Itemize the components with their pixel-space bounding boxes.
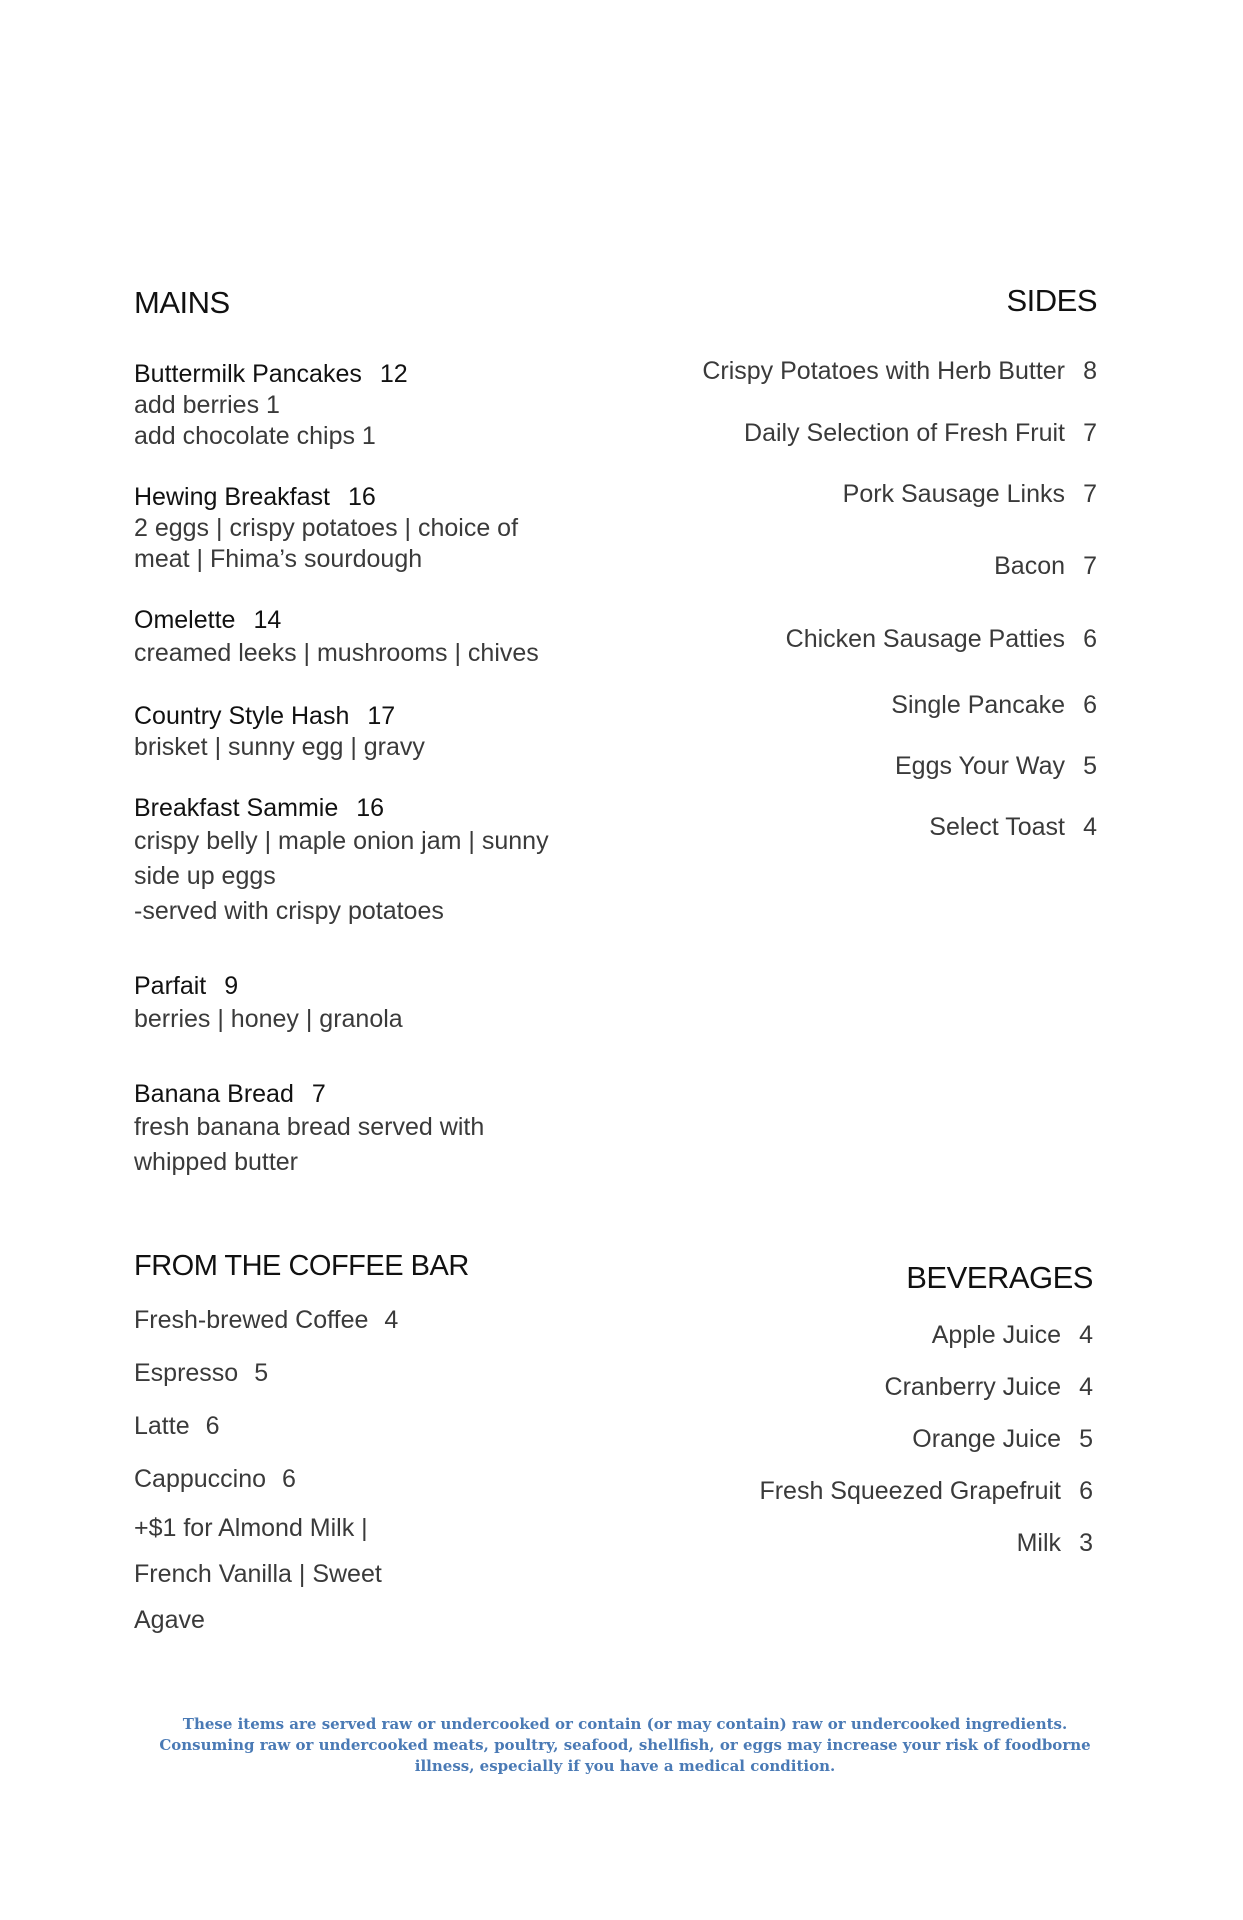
item-price: 8	[1083, 357, 1097, 385]
side-item	[617, 691, 1097, 720]
beverage-item	[613, 1320, 1093, 1351]
coffee-item	[134, 1305, 594, 1336]
item-name: Breakfast Sammie	[134, 794, 339, 822]
coffee-addon-note: +$1 for Almond Milk | French Vanilla | Sweet Agave	[134, 1514, 382, 1634]
item-price: 3	[1079, 1529, 1093, 1557]
item-name: Parfait	[134, 972, 207, 1000]
item-description: side up eggs	[134, 862, 276, 890]
mains-heading: MAINS	[134, 285, 230, 320]
item-name: Crispy Potatoes with Herb Butter	[702, 357, 1065, 385]
item-price: 6	[282, 1465, 296, 1493]
beverage-item	[613, 1528, 1093, 1559]
item-name: Fresh-brewed Coffee	[134, 1306, 369, 1334]
item-description: meat | Fhima’s sourdough	[134, 545, 423, 573]
item-price: 5	[1079, 1425, 1093, 1453]
menu-item	[134, 359, 594, 452]
coffee-item	[134, 1358, 594, 1389]
item-price: 6	[1083, 625, 1097, 653]
item-name: Espresso	[134, 1359, 239, 1387]
item-name: Orange Juice	[912, 1425, 1061, 1453]
item-description: -served with crispy potatoes	[134, 897, 444, 925]
item-price: 5	[254, 1359, 269, 1387]
item-description: brisket | sunny egg | gravy	[134, 733, 425, 761]
side-item	[617, 752, 1097, 781]
item-price: 16	[347, 483, 376, 511]
item-price: 7	[311, 1080, 326, 1108]
item-name: Milk	[1016, 1529, 1061, 1557]
item-price: 14	[253, 606, 282, 634]
item-description: creamed leeks | mushrooms | chives	[134, 639, 539, 667]
item-price: 4	[1079, 1321, 1093, 1349]
item-name: Eggs Your Way	[894, 752, 1065, 780]
item-description: 2 eggs | crispy potatoes | choice of	[134, 514, 519, 542]
item-description: add chocolate chips 1	[134, 422, 376, 450]
item-description: whipped butter	[134, 1148, 299, 1176]
item-price: 6	[205, 1412, 220, 1440]
item-description: berries | honey | granola	[134, 1005, 403, 1033]
coffee-bar-heading: FROM THE COFFEE BAR	[134, 1250, 469, 1282]
item-price: 4	[1079, 1373, 1093, 1401]
side-item	[617, 419, 1097, 448]
menu-item	[134, 793, 594, 929]
item-name: Hewing Breakfast	[134, 483, 330, 511]
item-name: Fresh Squeezed Grapefruit	[759, 1477, 1061, 1505]
coffee-item	[134, 1464, 594, 1495]
beverages-section	[613, 1260, 1093, 1580]
beverage-item	[613, 1372, 1093, 1403]
item-name: Omelette	[134, 606, 236, 634]
item-name: Single Pancake	[891, 691, 1065, 719]
beverages-heading: BEVERAGES	[906, 1260, 1093, 1295]
item-description: fresh banana bread served with	[134, 1113, 485, 1141]
food-safety-disclaimer: These items are served raw or undercooked or contain (or may contain) raw or undercooked ingredients. Consuming raw or undercooked meats, poultry, seafood, shellfish, or eggs may increase your risk of foodborne illness, especially if you have a medical condition.	[159, 1715, 1091, 1775]
item-price: 7	[1083, 419, 1097, 447]
item-price: 4	[1083, 813, 1097, 841]
item-name: Country Style Hash	[134, 702, 350, 730]
menu-item	[134, 1079, 594, 1180]
item-name: Apple Juice	[931, 1321, 1061, 1349]
side-item	[617, 625, 1097, 654]
item-price: 17	[367, 702, 396, 730]
item-price: 5	[1083, 752, 1097, 780]
item-name: Select Toast	[929, 813, 1065, 841]
item-description: add berries 1	[134, 391, 280, 419]
mains-section	[134, 285, 594, 1210]
side-item	[617, 552, 1097, 581]
item-price: 6	[1083, 691, 1097, 719]
side-item	[617, 813, 1097, 842]
item-price: 16	[356, 794, 385, 822]
item-price: 6	[1079, 1477, 1093, 1505]
side-item	[617, 357, 1097, 386]
coffee-bar-section	[134, 1250, 594, 1643]
item-name: Pork Sausage Links	[842, 480, 1065, 508]
item-price: 9	[224, 972, 239, 1000]
item-name: Daily Selection of Fresh Fruit	[744, 419, 1065, 447]
side-item	[617, 480, 1097, 509]
beverage-item	[613, 1424, 1093, 1455]
item-name: Bacon	[994, 552, 1065, 580]
menu-item	[134, 482, 594, 575]
item-price: 7	[1083, 552, 1097, 580]
item-name: Chicken Sausage Patties	[785, 625, 1065, 653]
item-name: Buttermilk Pancakes	[134, 360, 362, 388]
item-description: crispy belly | maple onion jam | sunny	[134, 827, 549, 855]
item-price: 12	[379, 360, 408, 388]
item-price: 7	[1083, 480, 1097, 508]
item-name: Banana Bread	[134, 1080, 294, 1108]
sides-heading: SIDES	[1006, 283, 1097, 318]
item-name: Cranberry Juice	[884, 1373, 1061, 1401]
item-name: Latte	[134, 1412, 190, 1440]
item-price: 4	[384, 1306, 399, 1334]
menu-item	[134, 971, 594, 1037]
menu-item	[134, 605, 594, 671]
item-name: Cappuccino	[134, 1465, 267, 1493]
beverage-item	[613, 1476, 1093, 1507]
sides-section	[617, 283, 1097, 842]
coffee-item	[134, 1411, 594, 1442]
menu-item	[134, 701, 594, 763]
